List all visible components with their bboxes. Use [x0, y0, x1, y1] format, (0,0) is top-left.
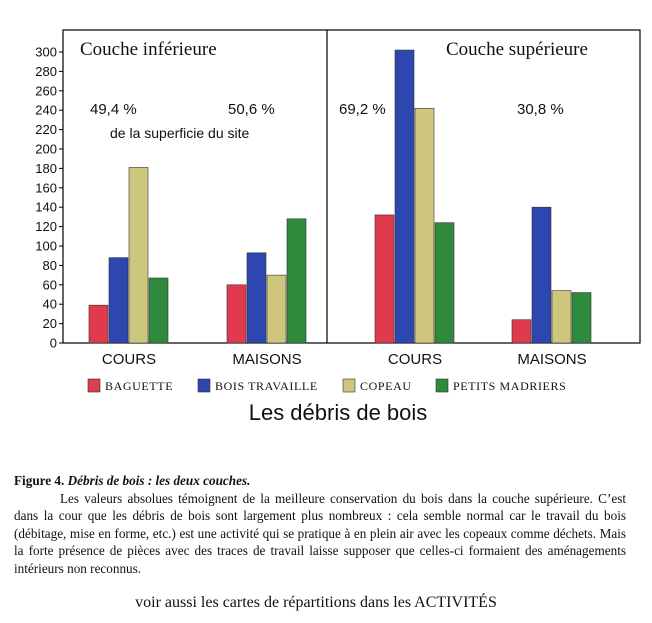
- bar-petits-madriers: [149, 278, 168, 343]
- bar-bois-travaille: [395, 50, 414, 343]
- percentage-label: 49,4 %: [90, 101, 137, 118]
- bar-bois-travaille: [532, 207, 551, 343]
- y-tick-label: 120: [35, 219, 57, 235]
- x-category-label: COURS: [387, 351, 443, 368]
- legend-label: BOIS TRAVAILLE: [215, 379, 318, 393]
- legend-label: PETITS MADRIERS: [453, 379, 567, 393]
- bar-petits-madriers: [435, 223, 454, 343]
- y-tick-label: 280: [35, 63, 57, 79]
- percentage-label: 50,6 %: [228, 101, 275, 118]
- bar-bois-travaille: [247, 253, 266, 343]
- legend-swatch: [343, 379, 355, 392]
- panel-title: Couche inférieure: [80, 39, 217, 60]
- y-tick-label: 240: [35, 102, 57, 118]
- figure-title: Débris de bois : les deux couches.: [67, 473, 251, 488]
- y-tick-label: 0: [49, 335, 57, 351]
- figure-caption: [14, 472, 626, 577]
- panel-title: Couche supérieure: [446, 39, 588, 60]
- y-tick-label: 200: [35, 141, 57, 157]
- bar-copeau: [415, 108, 434, 343]
- y-tick-label: 140: [35, 199, 57, 215]
- percentage-label: 30,8 %: [517, 101, 564, 118]
- bar-petits-madriers: [287, 219, 306, 343]
- x-category-label: MAISONS: [232, 351, 302, 368]
- see-also-text: voir aussi les cartes de répartitions dans les ACTIVITÉS: [135, 594, 497, 611]
- bar-copeau: [129, 167, 148, 343]
- bar-copeau: [267, 275, 286, 343]
- legend-label: COPEAU: [360, 379, 412, 393]
- bar-copeau: [552, 291, 571, 343]
- y-tick-label: 20: [42, 316, 57, 332]
- y-tick-label: 180: [35, 160, 57, 176]
- figure-label: Figure 4.: [14, 473, 65, 488]
- x-category-label: COURS: [101, 351, 157, 368]
- y-tick-label: 60: [42, 277, 57, 293]
- bar-petits-madriers: [572, 293, 591, 343]
- legend-swatch: [198, 379, 210, 392]
- y-tick-label: 260: [35, 83, 57, 99]
- y-tick-label: 80: [42, 257, 57, 273]
- bar-baguette: [512, 320, 531, 343]
- chart-title: Les débris de bois: [248, 400, 428, 425]
- bar-baguette: [89, 305, 108, 343]
- y-tick-label: 100: [35, 238, 57, 254]
- legend-label: BAGUETTE: [105, 379, 174, 393]
- y-tick-label: 220: [35, 122, 57, 138]
- x-category-label: MAISONS: [517, 351, 587, 368]
- bar-baguette: [227, 285, 246, 343]
- y-tick-label: 40: [42, 296, 57, 312]
- bar-bois-travaille: [109, 258, 128, 343]
- y-tick-label: 300: [35, 44, 57, 60]
- y-tick-label: 160: [35, 180, 57, 196]
- see-also-link[interactable]: [0, 594, 652, 612]
- legend-swatch: [88, 379, 100, 392]
- percentage-note: de la superficie du site: [110, 125, 250, 141]
- caption-text: Les valeurs absolues témoignent de la meilleure conservation du bois dans la couche supérieure. C’est dans la cour que les débris de bois sont largement plus nombreux : cela semble normal car le travail du bois (débitage, mise en forme, etc.) est une activité qui se pratique à en plein air avec les copeaux comme déchets. Mais la forte présence de pièces avec des traces de travail laisse supposer que celles-ci formaient des aménagements intérieurs non reconnus.: [14, 490, 626, 576]
- bar-baguette: [375, 215, 394, 343]
- legend-swatch: [436, 379, 448, 392]
- percentage-label: 69,2 %: [339, 101, 386, 118]
